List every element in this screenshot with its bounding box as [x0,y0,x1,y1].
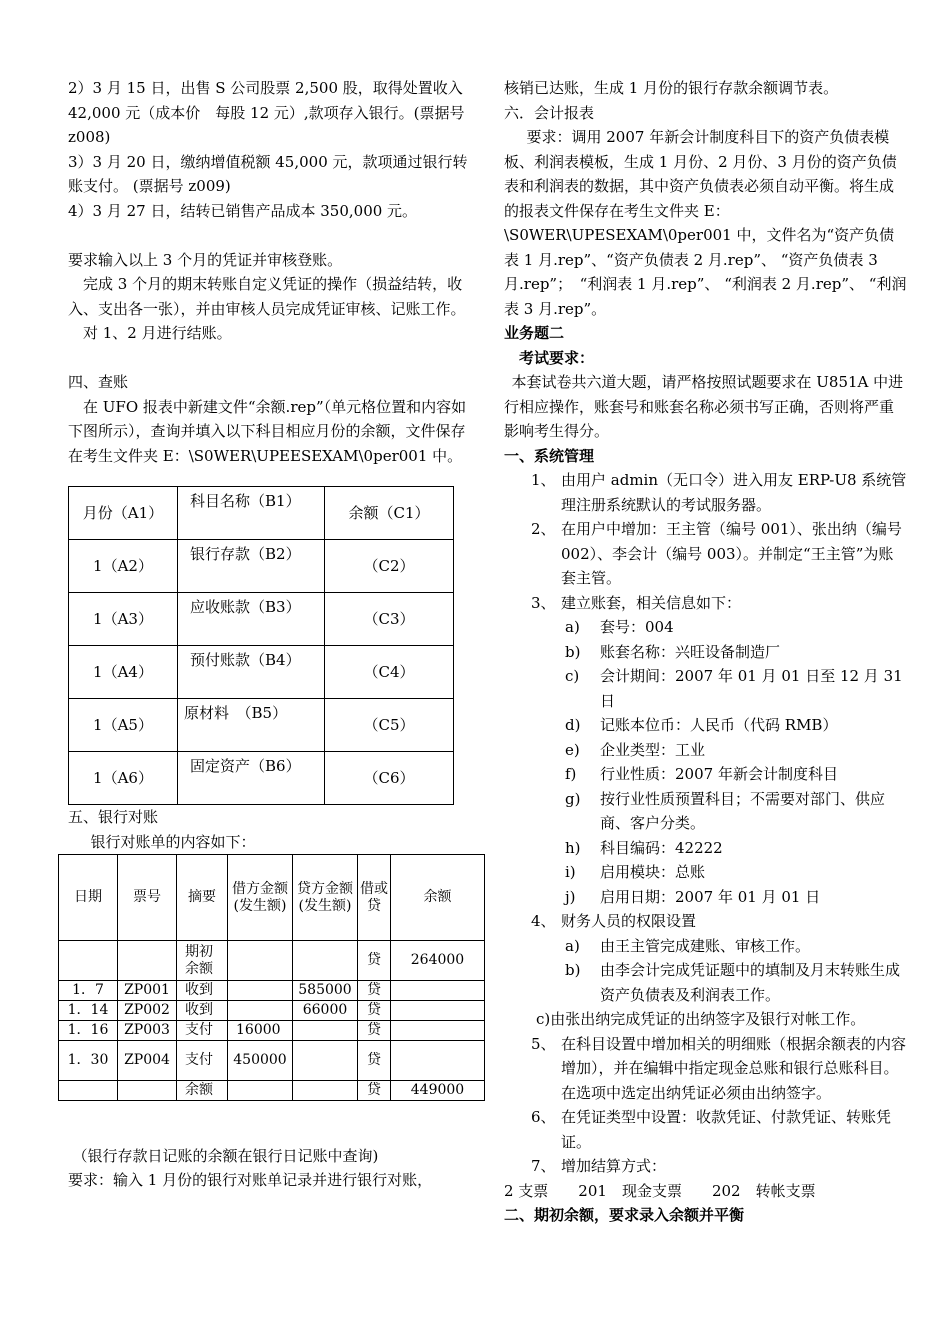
table-cell [59,941,118,981]
list-text: 会计期间：2007 年 01 月 01 日至 12 月 31 日 [600,667,903,710]
list-text: 由王主管完成建账、审核工作。 [600,936,811,955]
table-cell: 银行存款（B2） [178,540,325,593]
list-item [504,468,908,517]
table-cell: 贷 [358,1081,391,1101]
table-header-cell: 余额（C1） [325,487,454,540]
table-cell: 贷 [358,981,391,1001]
table-cell: ZP003 [118,1021,177,1041]
table-cell: ZP001 [118,981,177,1001]
table-cell: 支付 [177,1021,228,1041]
paragraph-period-end-transfer: 完成 3 个月的期末转账自定义凭证的操作（损益结转，收入、支出各一张），并由审核人员完成凭证审核、记账工作。 [68,275,466,318]
list-number: 4、 [531,912,556,930]
list-text: 按行业性质预置科目；不需要对部门、供应商、客户分类。 [600,789,886,832]
table-cell: 66000 [293,1001,358,1021]
table-cell [391,1021,485,1041]
table-row [69,540,454,593]
table-cell: 贷 [358,941,391,981]
table-cell [118,1081,177,1101]
list-text: 由李会计完成凭证题中的填制及月末转账生成资产负债表及利润表工作。 [600,961,901,1004]
table-header-cell: 科目名称（B1） [178,487,325,540]
table-cell: （C4） [325,646,454,699]
table-cell: 1（A4） [69,646,178,699]
paragraph-cost-transfer: 4）3 月 27 日，结转已销售产品成本 350,000 元。 [68,201,418,220]
paragraph-exam-requirements: 本套试卷共六道大题，请严格按照试题要求在 U851A 中进行相应操作，账套号和账套名称必须书写正确，否则将严重影响考生得分。 [504,373,904,440]
table-cell [391,1001,485,1021]
paragraph-vat-payment: 3）3 月 20 日，缴纳增值税额 45,000 元，款项通过银行转账支付。 (票据号 z009) [68,152,468,195]
table-cell: （C3） [325,593,454,646]
list-item [504,885,908,910]
list-item [504,787,908,836]
table-cell: 收到 [177,1001,228,1021]
table-cell: 585000 [293,981,358,1001]
list-text: 启用日期：2007 年 01 月 01 日 [600,887,821,906]
heading-query-account: 四、查账 [68,373,129,391]
table-header-cell: 借或贷 [358,855,391,941]
table-cell: 固定资产（B6） [178,752,325,805]
table-cell [118,941,177,981]
table-header-cell: 贷方金额(发生额) [293,855,358,941]
list-item [504,909,908,934]
table-row [59,1001,485,1021]
table-cell: 贷 [358,1041,391,1081]
paragraph-stock-sale: 2）3 月 15 日，出售 S 公司股票 2,500 股，取得处置收入 42,000 元（成本价 每股 12 元）,款项存入银行。(票据号 z008) [68,79,465,146]
table-row [59,941,485,981]
table-row [59,855,485,941]
list-letter: g) [565,789,581,808]
list-item [504,860,908,885]
heading-exam-requirements: 考试要求： [519,348,595,367]
list-item [504,762,908,787]
table-cell: 1．30 [59,1041,118,1081]
bank-statement-table [58,854,485,1101]
paragraph-settlement-methods: 2 支票 201 现金支票 202 转帐支票 [504,1181,816,1200]
table-row [69,487,454,540]
table-cell: （C6） [325,752,454,805]
table-cell [228,981,293,1001]
list-item [504,517,908,591]
paragraph-bank-intro: 银行对账单的内容如下： [90,832,256,851]
table-cell [228,1001,293,1021]
list-letter: d) [565,716,581,734]
list-item [504,738,908,763]
table-cell: 1．14 [59,1001,118,1021]
table-cell [293,941,358,981]
list-text: 启用模块：总账 [600,863,706,881]
table-cell: 1（A5） [69,699,178,752]
list-number: 2、 [531,520,556,538]
list-item [504,591,908,616]
heading-business-2: 业务题二 [504,324,565,342]
paragraph-bank-note: （银行存款日记账的余额在银行日记账中查询) [72,1146,379,1165]
list-text: 在用户中增加：王主管（编号 001）、张出纳（编号 002）、李会计（编号 003）。并制定“王主管”为账套主管。 [561,520,902,587]
table-header-cell: 月份（A1） [69,487,178,540]
table-row [69,699,454,752]
list-item [504,664,908,713]
table-cell: 余额 [177,1081,228,1101]
list-text: 由用户 admin（无口令）进入用友 ERP-U8 系统管理注册系统默认的考试服务器。 [561,471,907,514]
table-cell: 1．16 [59,1021,118,1041]
list-text: 科目编码：42222 [600,838,723,857]
paragraph-voucher-requirement: 要求输入以上 3 个月的凭证并审核登账。 [68,250,343,269]
heading-bank-reconciliation: 五、银行对账 [68,808,159,826]
table-cell: 收到 [177,981,228,1001]
list-text: 财务人员的权限设置 [561,912,697,930]
table-cell: （C5） [325,699,454,752]
left-column [68,76,473,1193]
heading-opening-balance: 二、期初余额，要求录入余额并平衡 [504,1206,745,1224]
list-item [504,1105,908,1154]
table-cell [293,1021,358,1041]
list-letter: j) [565,887,576,906]
table-cell: 贷 [358,1021,391,1041]
table-cell: 支付 [177,1041,228,1081]
table-cell: 449000 [391,1081,485,1101]
list-number: 3、 [531,593,556,612]
paragraph-cashier-permission: c)由张出纳完成凭证的出纳签字及银行对帐工作。 [536,1010,866,1028]
table-header-cell: 日期 [59,855,118,941]
list-letter: b) [565,961,581,979]
list-item [504,713,908,738]
right-column [504,76,908,1228]
list-item [504,1154,908,1179]
list-number: 5、 [531,1034,556,1053]
paragraph-bank-requirement-cont: 核销已达账，生成 1 月份的银行存款余额调节表。 [504,79,839,97]
table-cell: （C2） [325,540,454,593]
list-number: 6、 [531,1108,556,1126]
table-cell: 450000 [228,1041,293,1081]
list-text: 在凭证类型中设置：收款凭证、付款凭证、转账凭证。 [561,1108,892,1151]
table-row [69,646,454,699]
list-number: 1、 [531,471,556,489]
table-cell [228,941,293,981]
list-letter: f) [565,765,577,783]
paragraph-query-desc: 在 UFO 报表中新建文件“余额.rep”（单元格位置和内容如下图所示），查询并填入以下科目相应月份的余额，文件保存在考生文件夹 E：\S0WER\UPEESEXAM\0per001 中。 [68,397,467,465]
table-row [59,1021,485,1041]
list-letter: a) [565,618,580,636]
table-cell [391,981,485,1001]
paragraph-report-desc: 要求：调用 2007 年新会计制度科目下的资产负债表模板、利润表模板，生成 1 月份、2 月份、3 月份的资产负债表和利润表的数据，其中资产负债表必须自动平衡。将生成的报表文件保存在考生文件夹 E：\S0WER\UPESEXAM\0per001 中，文件名为“资产负债表 1 月.rep”、“资产负债表 2 月.rep”、 “资产负债表 3 月.rep”； “利润表 1 月.rep”、 “利润表 2 月.rep”、 “利润表 3 月.rep”。 [504,128,907,318]
table-cell: 1．7 [59,981,118,1001]
list-item [504,934,908,959]
list-item [504,1032,908,1106]
balance-query-table [68,486,454,805]
table-cell: 1（A6） [69,752,178,805]
table-cell: 原材料 （B5） [178,699,325,752]
table-cell [228,1081,293,1101]
table-cell: 期初余额 [177,941,228,981]
table-cell [59,1081,118,1101]
list-letter: h) [565,838,581,857]
table-cell [391,1041,485,1081]
table-cell [293,1041,358,1081]
list-text: 建立账套，相关信息如下： [561,593,742,612]
table-row [59,981,485,1001]
list-item [504,640,908,665]
list-text: 套号：004 [600,618,674,636]
table-cell: ZP002 [118,1001,177,1021]
table-cell: 应收账款（B3） [178,593,325,646]
table-cell: 贷 [358,1001,391,1021]
list-number: 7、 [531,1157,556,1175]
list-text: 企业类型：工业 [600,740,706,759]
list-text: 账套名称：兴旺设备制造厂 [600,642,781,661]
table-header-cell: 借方金额(发生额) [228,855,293,941]
table-cell: 1（A3） [69,593,178,646]
table-row [69,593,454,646]
table-cell: ZP004 [118,1041,177,1081]
paragraph-month-close: 对 1、2 月进行结账。 [83,324,232,342]
paragraph-bank-requirement: 要求：输入 1 月份的银行对账单记录并进行银行对账， [68,1171,433,1189]
heading-accounting-reports: 六．会计报表 [504,103,595,122]
list-text: 在科目设置中增加相关的明细账（根据余额表的内容增加），并在编辑中指定现金总账和银行总账科目。在选项中选定出纳凭证必须由出纳签字。 [561,1034,907,1102]
table-row [59,1081,485,1101]
table-header-cell: 余额 [391,855,485,941]
table-header-cell: 摘要 [177,855,228,941]
list-letter: e) [565,740,580,759]
list-letter: b) [565,642,581,661]
list-item [504,836,908,861]
list-item [504,615,908,640]
list-letter: c) [565,667,580,685]
list-item [504,958,908,1007]
list-text: 记账本位币：人民币（代码 RMB） [600,716,838,734]
table-cell [293,1081,358,1101]
list-letter: a) [565,936,580,955]
heading-system-management: 一、系统管理 [504,446,595,465]
table-header-cell: 票号 [118,855,177,941]
table-cell: 预付账款（B4） [178,646,325,699]
list-text: 行业性质：2007 年新会计制度科目 [600,765,838,783]
list-text: 增加结算方式： [561,1157,667,1175]
table-row [59,1041,485,1081]
table-cell: 264000 [391,941,485,981]
table-row [69,752,454,805]
list-letter: i) [565,863,576,881]
table-cell: 16000 [228,1021,293,1041]
table-cell: 1（A2） [69,540,178,593]
